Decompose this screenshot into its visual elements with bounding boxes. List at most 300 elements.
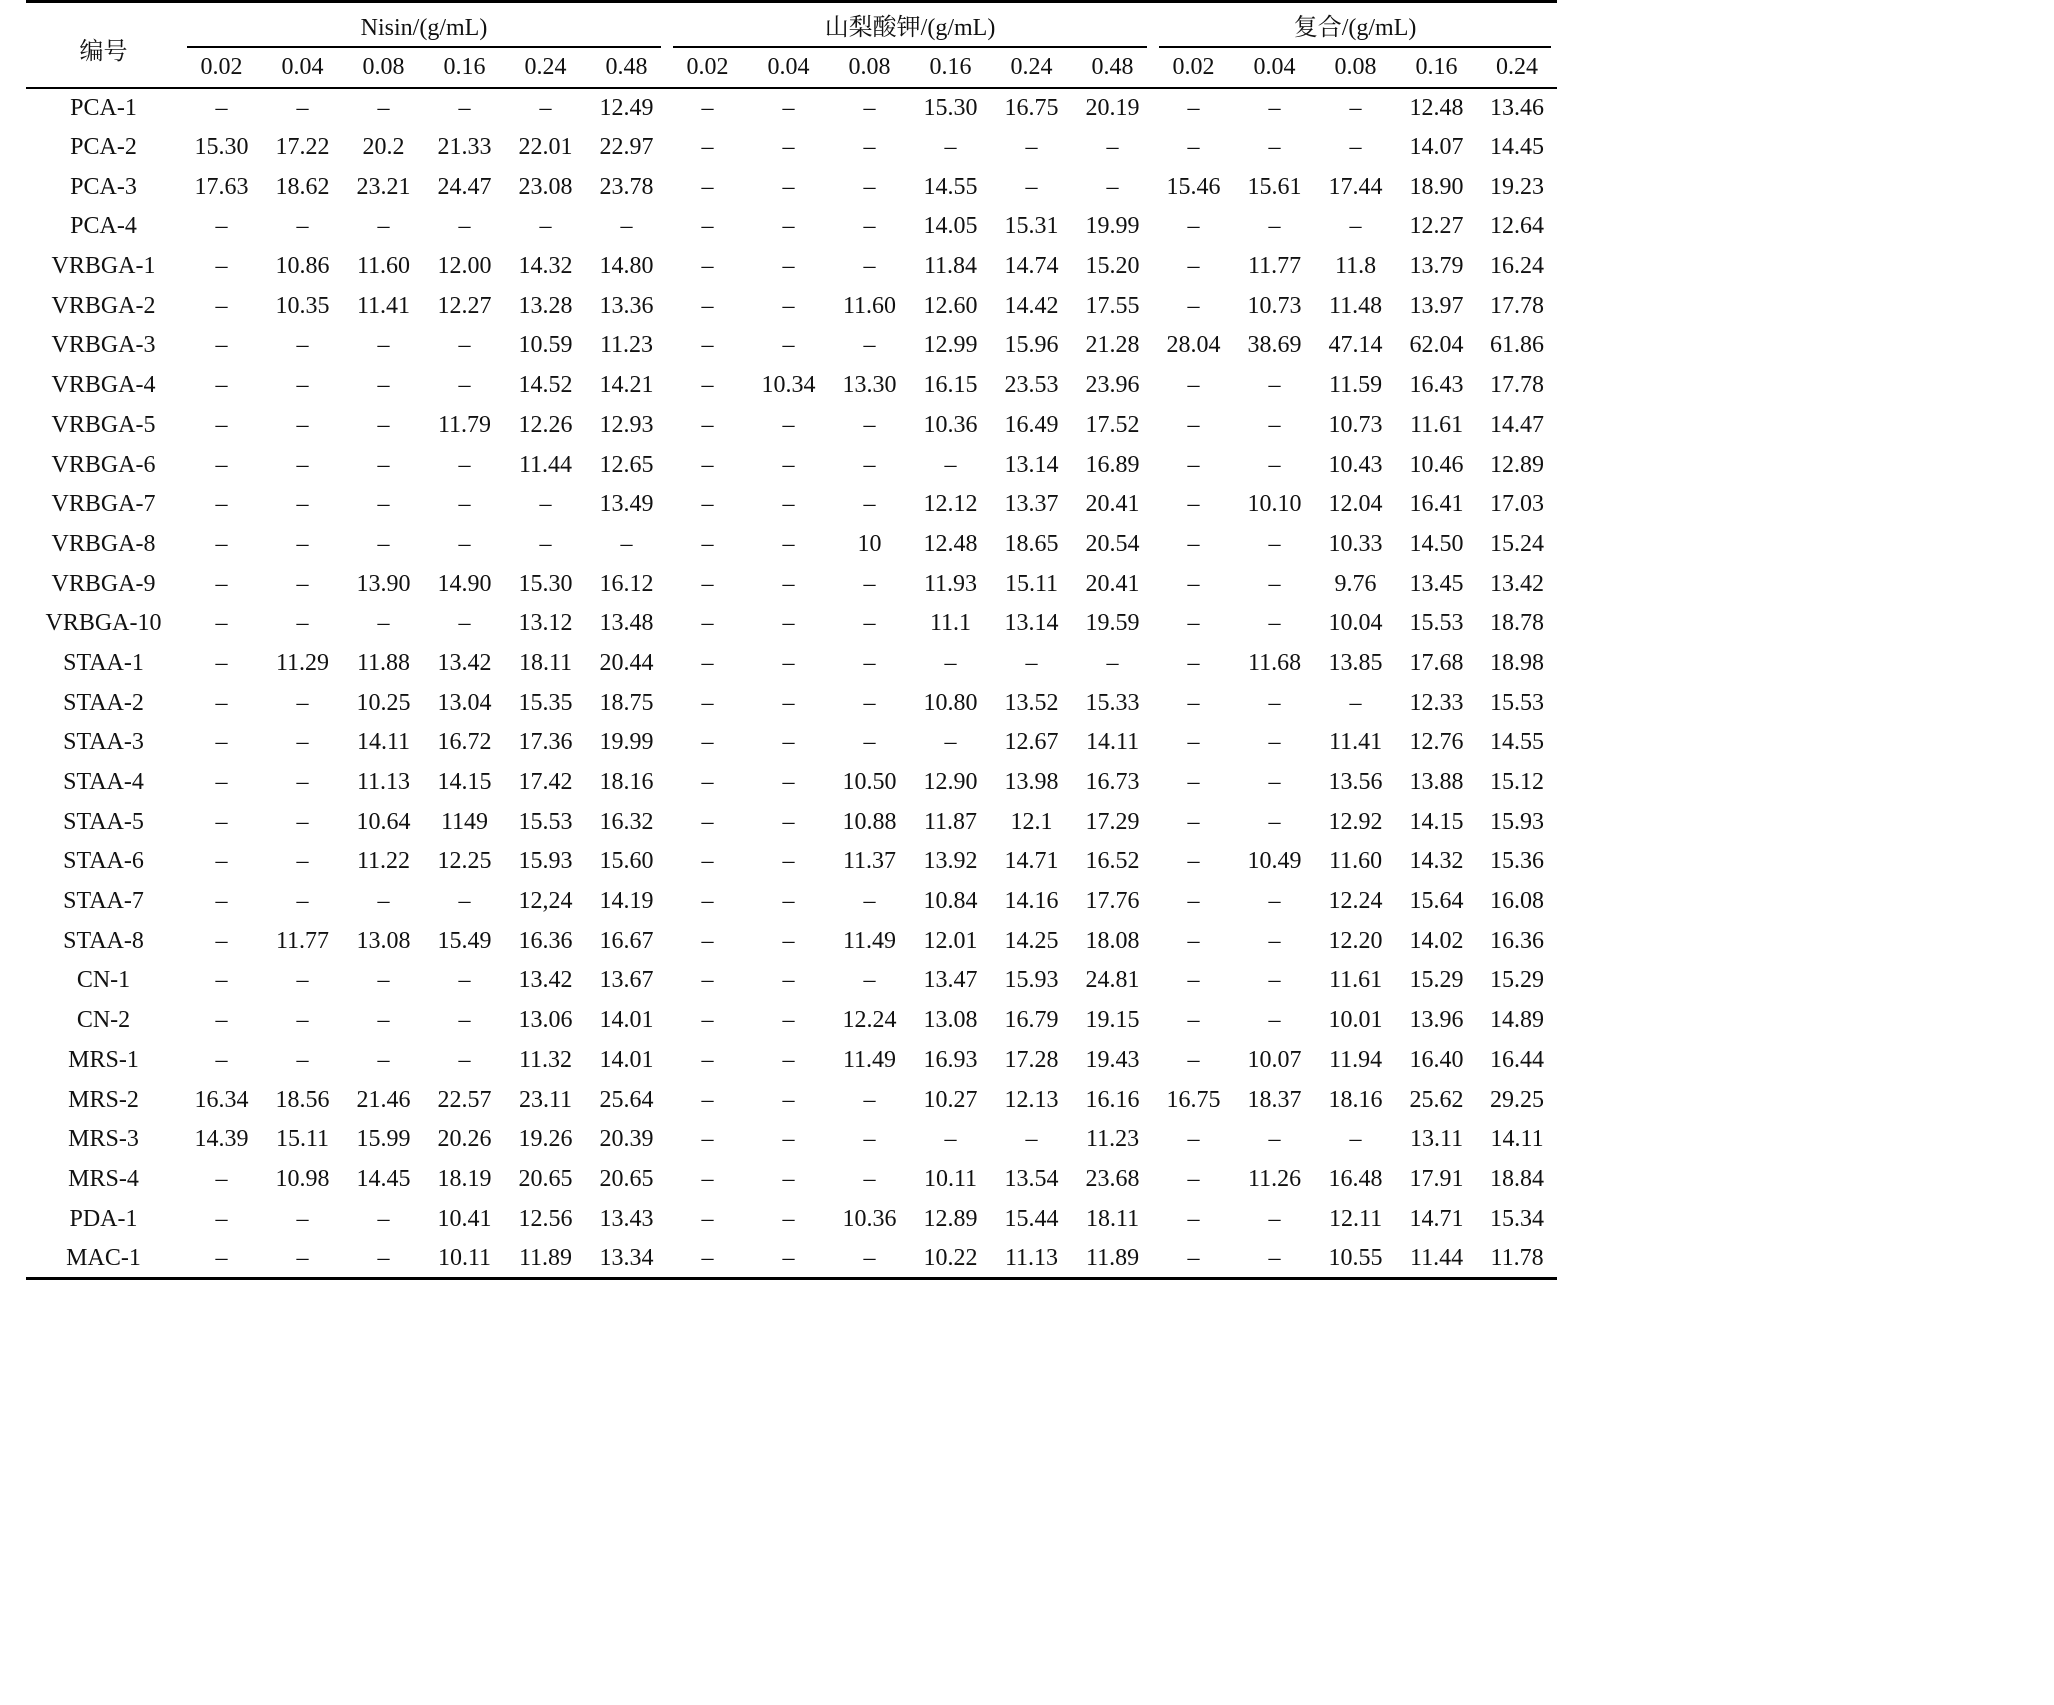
table-cell: 13.85 xyxy=(1328,649,1383,676)
table-cell: – xyxy=(863,649,876,676)
table-cell: 1149 xyxy=(440,808,489,835)
table-cell: – xyxy=(377,332,390,359)
row-id: VRBGA-4 xyxy=(51,372,156,399)
table-cell: – xyxy=(782,94,795,121)
table-cell: 13.06 xyxy=(518,1007,573,1034)
table-cell: – xyxy=(215,729,228,756)
table-cell: 13.36 xyxy=(599,292,654,319)
table-cell: – xyxy=(377,411,390,438)
table-cell: – xyxy=(701,729,714,756)
table-cell: – xyxy=(1268,1126,1281,1153)
table-cell: 12,24 xyxy=(518,888,573,915)
concentration-header: 0.02 xyxy=(1153,48,1234,88)
table-cell: – xyxy=(1268,570,1281,597)
table-cell: – xyxy=(296,372,309,399)
table-row xyxy=(26,1239,1557,1279)
table-cell: – xyxy=(296,451,309,478)
concentration-header: 0.08 xyxy=(1315,48,1396,88)
table-cell: 16.08 xyxy=(1490,888,1545,915)
table-cell: – xyxy=(782,530,795,557)
table-cell: – xyxy=(1349,213,1362,240)
table-cell: – xyxy=(1187,570,1200,597)
table-cell: – xyxy=(1268,134,1281,161)
table-cell: 11.87 xyxy=(923,808,978,835)
table-cell: – xyxy=(296,848,309,875)
table-row xyxy=(26,604,1557,644)
table-cell: 16.75 xyxy=(1166,1086,1221,1113)
table-cell: – xyxy=(782,967,795,994)
row-id: STAA-7 xyxy=(63,888,144,915)
table-cell: 15.11 xyxy=(1004,570,1059,597)
table-cell: 17.03 xyxy=(1490,491,1545,518)
table-cell: – xyxy=(1187,808,1200,835)
table-cell: – xyxy=(458,491,471,518)
table-cell: – xyxy=(863,253,876,280)
table-cell: – xyxy=(1268,689,1281,716)
table-cell: 16.93 xyxy=(923,1046,978,1073)
table-row xyxy=(26,326,1557,366)
table-cell: 16.32 xyxy=(599,808,654,835)
table-cell: – xyxy=(1187,888,1200,915)
table-cell: – xyxy=(782,610,795,637)
row-id: VRBGA-2 xyxy=(51,292,156,319)
table-cell: – xyxy=(1268,411,1281,438)
table-cell: 13.30 xyxy=(842,372,897,399)
table-cell: – xyxy=(782,1126,795,1153)
table-cell: – xyxy=(701,927,714,954)
table-cell: – xyxy=(1268,451,1281,478)
row-id: MRS-2 xyxy=(68,1086,139,1113)
table-cell: – xyxy=(458,213,471,240)
table-cell: – xyxy=(215,94,228,121)
table-cell: – xyxy=(701,1165,714,1192)
table-cell: 19.99 xyxy=(1085,213,1140,240)
table-cell: – xyxy=(701,411,714,438)
table-cell: – xyxy=(296,808,309,835)
table-cell: 12.64 xyxy=(1490,213,1545,240)
table-cell: 12.48 xyxy=(1409,94,1464,121)
table-cell: – xyxy=(215,332,228,359)
table-cell: – xyxy=(377,888,390,915)
table-cell: – xyxy=(782,1165,795,1192)
table-cell: – xyxy=(863,729,876,756)
table-cell: 15.96 xyxy=(1004,332,1059,359)
table-cell: 11.49 xyxy=(842,927,897,954)
concentration-header: 0.16 xyxy=(424,48,505,88)
table-cell: 14.16 xyxy=(1004,888,1059,915)
table-cell: 28.04 xyxy=(1166,332,1221,359)
nisin-group-label: Nisin/(g/mL) xyxy=(187,10,661,48)
table-cell: 18.84 xyxy=(1490,1165,1545,1192)
table-cell: 18.90 xyxy=(1409,173,1464,200)
table-cell: – xyxy=(458,1046,471,1073)
table-cell: – xyxy=(296,332,309,359)
table-cell: 10.55 xyxy=(1315,1239,1396,1279)
table-cell: – xyxy=(458,967,471,994)
table-cell: 12.49 xyxy=(599,94,654,121)
table-cell: 16.79 xyxy=(1004,1007,1059,1034)
table-cell: 13.48 xyxy=(599,610,654,637)
table-cell: – xyxy=(1106,649,1119,676)
table-cell: 24.47 xyxy=(437,173,492,200)
table-cell: 10.49 xyxy=(1247,848,1302,875)
table-cell: – xyxy=(701,213,714,240)
table-row xyxy=(26,366,1557,406)
table-row xyxy=(26,1041,1557,1081)
table-cell: 12.92 xyxy=(1328,808,1383,835)
table-row xyxy=(26,445,1557,485)
table-cell: – xyxy=(863,94,876,121)
table-cell: – xyxy=(1187,689,1200,716)
table-cell: 20.19 xyxy=(1085,94,1140,121)
table-cell: – xyxy=(539,491,552,518)
table-cell: 11.23 xyxy=(1085,1126,1140,1153)
table-cell: – xyxy=(782,1205,795,1232)
table-cell: – xyxy=(1234,1239,1315,1279)
table-cell: 25.64 xyxy=(599,1086,654,1113)
table-cell: 22.97 xyxy=(599,134,654,161)
row-id: MRS-1 xyxy=(68,1046,139,1073)
table-cell: 17.76 xyxy=(1085,888,1140,915)
table-cell: 15.53 xyxy=(1409,610,1464,637)
table-cell: – xyxy=(296,967,309,994)
row-id: PCA-4 xyxy=(70,213,137,240)
table-cell: 12.27 xyxy=(1409,213,1464,240)
table-cell: 16.52 xyxy=(1085,848,1140,875)
table-cell: – xyxy=(539,213,552,240)
table-cell: 17.28 xyxy=(1004,1046,1059,1073)
table-cell: 12.25 xyxy=(437,848,492,875)
row-id: STAA-5 xyxy=(63,808,144,835)
table-cell: – xyxy=(377,610,390,637)
table-cell: 11.61 xyxy=(1328,967,1383,994)
table-cell: 12.56 xyxy=(518,1205,573,1232)
table-cell: – xyxy=(215,491,228,518)
table-cell: – xyxy=(539,94,552,121)
table-cell: – xyxy=(620,530,633,557)
table-row xyxy=(26,802,1557,842)
table-cell: 19.26 xyxy=(518,1126,573,1153)
table-cell: 12.01 xyxy=(923,927,978,954)
table-cell: 14.50 xyxy=(1409,530,1464,557)
table-cell: – xyxy=(458,530,471,557)
table-row xyxy=(26,921,1557,961)
table-cell: 18.37 xyxy=(1247,1086,1302,1113)
table-cell: – xyxy=(863,134,876,161)
table-cell: 16.16 xyxy=(1085,1086,1140,1113)
row-id: VRBGA-5 xyxy=(51,411,156,438)
table-cell: 10.11 xyxy=(424,1239,505,1279)
table-cell: 18.65 xyxy=(1004,530,1059,557)
table-cell: 12.24 xyxy=(842,1007,897,1034)
row-id: MAC-1 xyxy=(26,1239,181,1279)
table-cell: 11.78 xyxy=(1477,1239,1557,1279)
table-cell: – xyxy=(458,94,471,121)
table-cell: – xyxy=(215,570,228,597)
table-cell: 11.77 xyxy=(1247,253,1302,280)
table-cell: – xyxy=(701,570,714,597)
table-cell: 14.45 xyxy=(356,1165,411,1192)
table-cell: 16.36 xyxy=(1490,927,1545,954)
table-cell: – xyxy=(262,1239,343,1279)
table-cell: – xyxy=(296,1007,309,1034)
table-cell: – xyxy=(1025,173,1038,200)
table-cell: 14.39 xyxy=(194,1126,249,1153)
table-cell: 11.23 xyxy=(599,332,654,359)
table-cell: – xyxy=(863,332,876,359)
table-cell: – xyxy=(863,888,876,915)
table-row xyxy=(26,406,1557,446)
table-cell: 18.75 xyxy=(599,689,654,716)
table-cell: – xyxy=(1153,1239,1234,1279)
table-cell: 15.53 xyxy=(1490,689,1545,716)
concentration-header: 0.08 xyxy=(829,48,910,88)
table-cell: 18.62 xyxy=(275,173,330,200)
table-cell: 12.48 xyxy=(923,530,978,557)
table-cell: – xyxy=(296,610,309,637)
table-cell: – xyxy=(1106,134,1119,161)
table-cell: 14.55 xyxy=(923,173,978,200)
table-cell: 10.73 xyxy=(1247,292,1302,319)
table-cell: 13.42 xyxy=(437,649,492,676)
table-cell: 20.39 xyxy=(599,1126,654,1153)
table-cell: 12.13 xyxy=(1004,1086,1059,1113)
table-cell: 14.01 xyxy=(599,1007,654,1034)
table-cell: – xyxy=(1349,134,1362,161)
table-cell: 14.47 xyxy=(1490,411,1545,438)
table-cell: 13.04 xyxy=(437,689,492,716)
table-cell: 13.79 xyxy=(1409,253,1464,280)
table-cell: 18.19 xyxy=(437,1165,492,1192)
table-cell: – xyxy=(458,332,471,359)
table-cell: 12.1 xyxy=(1010,808,1053,835)
table-cell: 11.88 xyxy=(356,649,411,676)
table-cell: – xyxy=(1187,94,1200,121)
table-cell: – xyxy=(296,1205,309,1232)
row-id: STAA-8 xyxy=(63,927,144,954)
table-cell: 13.08 xyxy=(923,1007,978,1034)
table-cell: 16.73 xyxy=(1085,769,1140,796)
compound-group-label: 复合/(g/mL) xyxy=(1159,10,1551,48)
table-cell: – xyxy=(1025,649,1038,676)
table-row xyxy=(26,961,1557,1001)
table-cell: 18.11 xyxy=(1085,1205,1140,1232)
table-cell: – xyxy=(701,1086,714,1113)
table-cell: – xyxy=(215,292,228,319)
table-cell: 15.64 xyxy=(1409,888,1464,915)
table-cell: 17.63 xyxy=(194,173,249,200)
table-cell: 13.42 xyxy=(1490,570,1545,597)
table-row xyxy=(26,247,1557,287)
table-cell: 23.78 xyxy=(599,173,654,200)
table-row xyxy=(26,525,1557,565)
table-cell: 10.98 xyxy=(275,1165,330,1192)
concentration-header: 0.08 xyxy=(343,48,424,88)
id-column-header: 编号 xyxy=(26,2,181,89)
table-cell: – xyxy=(944,729,957,756)
table-cell: 11.60 xyxy=(356,253,411,280)
table-cell: – xyxy=(377,491,390,518)
concentration-header: 0.48 xyxy=(1072,48,1153,88)
table-cell: 14.45 xyxy=(1490,134,1545,161)
table-cell: 19.23 xyxy=(1490,173,1545,200)
table-cell: 14.11 xyxy=(1085,729,1140,756)
table-cell: 12.20 xyxy=(1328,927,1383,954)
concentration-header: 0.48 xyxy=(586,48,667,88)
table-cell: 15.93 xyxy=(518,848,573,875)
table-cell: 29.25 xyxy=(1490,1086,1545,1113)
table-cell: 21.33 xyxy=(437,134,492,161)
table-cell: 15.29 xyxy=(1490,967,1545,994)
table-cell: – xyxy=(296,1046,309,1073)
table-cell: – xyxy=(1268,213,1281,240)
table-cell: 13.49 xyxy=(599,491,654,518)
table-cell: 22.01 xyxy=(518,134,573,161)
concentration-header: 0.24 xyxy=(1477,48,1557,88)
table-cell: 13.97 xyxy=(1409,292,1464,319)
table-cell: – xyxy=(215,530,228,557)
concentration-header: 0.16 xyxy=(910,48,991,88)
table-row xyxy=(26,1199,1557,1239)
table-cell: 20.2 xyxy=(362,134,405,161)
table-cell: – xyxy=(782,570,795,597)
table-cell: – xyxy=(701,530,714,557)
table-cell: 17.52 xyxy=(1085,411,1140,438)
table-cell: 13.28 xyxy=(518,292,573,319)
table-cell: – xyxy=(701,1046,714,1073)
row-id: VRBGA-9 xyxy=(51,570,156,597)
table-cell: 23.11 xyxy=(518,1086,573,1113)
table-cell: 11.13 xyxy=(356,769,411,796)
table-cell: 16.36 xyxy=(518,927,573,954)
table-cell: 62.04 xyxy=(1409,332,1464,359)
table-cell: – xyxy=(701,769,714,796)
header-row-groups xyxy=(26,2,1557,49)
table-cell: – xyxy=(215,808,228,835)
table-cell: 18.78 xyxy=(1490,610,1545,637)
table-cell: 10.59 xyxy=(518,332,573,359)
table-cell: – xyxy=(296,689,309,716)
table-cell: – xyxy=(701,491,714,518)
table-cell: 13.43 xyxy=(599,1205,654,1232)
table-cell: 13.14 xyxy=(1004,451,1059,478)
table-cell: 13.42 xyxy=(518,967,573,994)
table-cell: 11.13 xyxy=(991,1239,1072,1279)
concentration-header: 0.16 xyxy=(1396,48,1477,88)
table-cell: – xyxy=(1268,927,1281,954)
table-cell: – xyxy=(296,94,309,121)
table-cell: 11.94 xyxy=(1328,1046,1383,1073)
table-cell: 15.93 xyxy=(1490,808,1545,835)
table-row xyxy=(26,167,1557,207)
table-cell: – xyxy=(296,888,309,915)
row-id: PCA-2 xyxy=(70,134,137,161)
table-cell: – xyxy=(863,967,876,994)
table-cell: 21.28 xyxy=(1085,332,1140,359)
table-cell: 15.53 xyxy=(518,808,573,835)
table-cell: 11.22 xyxy=(356,848,411,875)
table-cell: 21.46 xyxy=(356,1086,411,1113)
table-cell: – xyxy=(944,1126,957,1153)
table-cell: 10.46 xyxy=(1409,451,1464,478)
table-cell: – xyxy=(701,332,714,359)
table-cell: 11.79 xyxy=(437,411,492,438)
table-cell: – xyxy=(215,213,228,240)
table-cell: – xyxy=(782,292,795,319)
table-cell: – xyxy=(215,927,228,954)
table-cell: 11.32 xyxy=(518,1046,573,1073)
table-cell: 14.89 xyxy=(1490,1007,1545,1034)
table-cell: – xyxy=(1268,372,1281,399)
table-cell: – xyxy=(215,1046,228,1073)
table-cell: – xyxy=(1187,134,1200,161)
table-cell: 14.71 xyxy=(1409,1205,1464,1232)
table-cell: 12.67 xyxy=(1004,729,1059,756)
table-cell: 14.01 xyxy=(599,1046,654,1073)
row-id: STAA-1 xyxy=(63,649,144,676)
potassium-sorbate-group-header xyxy=(667,2,1153,49)
table-cell: – xyxy=(829,1239,910,1279)
table-cell: – xyxy=(863,689,876,716)
table-cell: – xyxy=(1025,134,1038,161)
table-cell: 10.41 xyxy=(437,1205,492,1232)
table-cell: 23.21 xyxy=(356,173,411,200)
table-cell: 18.16 xyxy=(1328,1086,1383,1113)
table-cell: – xyxy=(782,769,795,796)
table-cell: 24.81 xyxy=(1085,967,1140,994)
table-cell: – xyxy=(377,530,390,557)
inhibition-zone-table xyxy=(26,0,1557,1280)
table-cell: 10 xyxy=(857,530,882,557)
table-cell: – xyxy=(782,451,795,478)
table-cell: 20.26 xyxy=(437,1126,492,1153)
table-cell: 15.24 xyxy=(1490,530,1545,557)
table-cell: – xyxy=(296,213,309,240)
table-cell: 18.16 xyxy=(599,769,654,796)
table-cell: – xyxy=(296,411,309,438)
table-cell: 10.80 xyxy=(923,689,978,716)
table-cell: 17.68 xyxy=(1409,649,1464,676)
table-cell: – xyxy=(1268,808,1281,835)
table-cell: – xyxy=(1268,729,1281,756)
table-cell: – xyxy=(215,372,228,399)
table-cell: – xyxy=(701,848,714,875)
table-cell: 12.60 xyxy=(923,292,978,319)
table-cell: 11.89 xyxy=(1072,1239,1153,1279)
table-header xyxy=(26,2,1557,89)
table-cell: – xyxy=(377,1007,390,1034)
row-id: MRS-3 xyxy=(68,1126,139,1153)
table-cell: 11.41 xyxy=(356,292,411,319)
table-cell: 10.22 xyxy=(910,1239,991,1279)
table-cell: – xyxy=(458,888,471,915)
table-cell: 12.12 xyxy=(923,491,978,518)
table-cell: 15.99 xyxy=(356,1126,411,1153)
table-cell: 16.75 xyxy=(1004,94,1059,121)
table-cell: 47.14 xyxy=(1328,332,1383,359)
table-cell: – xyxy=(667,1239,748,1279)
table-row xyxy=(26,88,1557,128)
table-cell: 14.15 xyxy=(1409,808,1464,835)
row-id: STAA-4 xyxy=(63,769,144,796)
table-cell: 15.29 xyxy=(1409,967,1464,994)
table-cell: – xyxy=(701,808,714,835)
table-cell: 12.00 xyxy=(437,253,492,280)
table-cell: 9.76 xyxy=(1334,570,1377,597)
table-cell: 11.68 xyxy=(1247,649,1302,676)
table-cell: – xyxy=(701,451,714,478)
table-row xyxy=(26,128,1557,168)
